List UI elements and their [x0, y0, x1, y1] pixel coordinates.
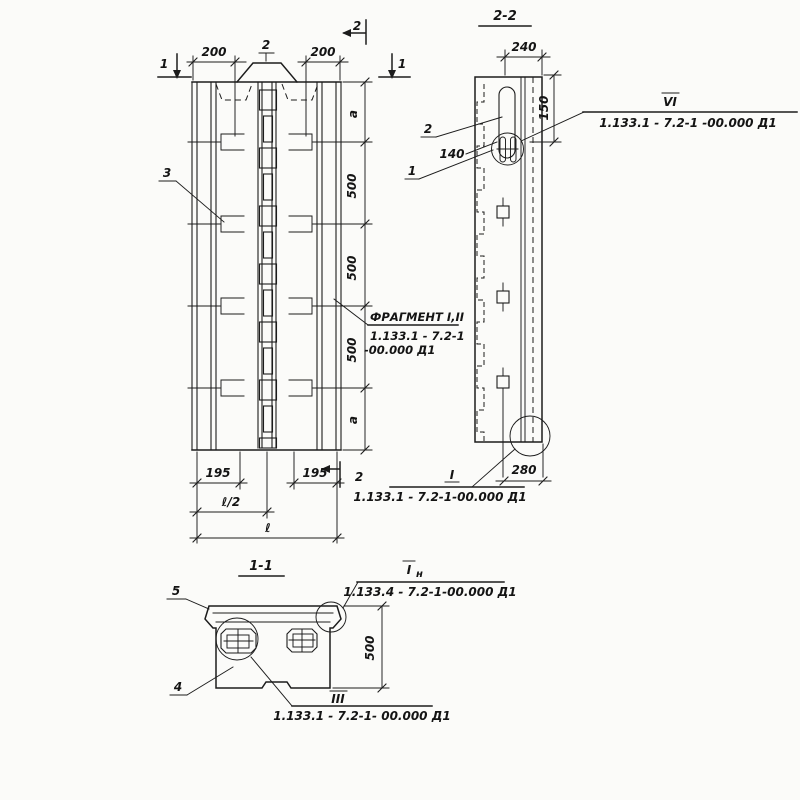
key-slot: [264, 406, 273, 432]
hidden-recess-left: [216, 84, 252, 100]
detail-vi-doc: 1.133.1 - 7.2-1 -00.000 Д1: [599, 116, 777, 130]
detail-circle-iii: [216, 618, 258, 660]
panel-left-strip: [192, 82, 216, 450]
recess-edge-lines: [235, 56, 306, 136]
key-slot: [264, 348, 273, 374]
section-2-2-view: [353, 9, 797, 504]
keyed-joint-hidden-zigzag: [477, 84, 484, 442]
detail-i-doc: 1.133.1 - 7.2-1-00.000 Д1: [353, 490, 527, 504]
item-2-label: 2: [423, 122, 433, 136]
dim-l-label: ℓ: [265, 521, 271, 535]
section-1-1-view: [167, 559, 517, 723]
section-silhouette: [205, 606, 341, 688]
fragment-doc-line1: 1.133.1 - 7.2-1: [370, 329, 465, 343]
detail-i-mark: I: [449, 468, 455, 482]
embed-plate: [497, 376, 509, 388]
lifting-slot: [499, 87, 515, 158]
cut-1-label: 1: [159, 57, 169, 71]
embed-plate: [497, 206, 509, 218]
dim-chain-vertical: [343, 78, 372, 454]
cut-mark-2-top: [342, 19, 366, 44]
fragment-doc-line2: -00.000 Д1: [364, 343, 436, 357]
detail-iii-doc: 1.133.1 - 7.2-1- 00.000 Д1: [273, 709, 451, 723]
item-2-callout-section: [421, 117, 502, 137]
fragment-title: ФРАГМЕНТ I,II: [370, 310, 465, 324]
cut-mark-1-left: [158, 54, 191, 79]
key-slot: [264, 290, 273, 316]
detail-vi-callout: [521, 93, 797, 141]
section-title-label: 2-2: [493, 9, 517, 24]
key-slot: [264, 116, 273, 142]
dim-500-label: 500: [363, 635, 377, 661]
detail-in-callout: [343, 561, 517, 608]
void-cross: [224, 630, 253, 652]
dim-500-label: 500: [345, 337, 359, 363]
dim-l-half-label: ℓ/2: [221, 495, 241, 509]
detail-iii-mark: III: [331, 692, 345, 706]
dim-500-label: 500: [345, 255, 359, 281]
dim-280-label: 280: [511, 463, 537, 477]
item-1-label: 1: [407, 164, 417, 178]
item-4-leader: [187, 667, 233, 695]
embed-plates: [497, 198, 509, 388]
item-3-leader: [176, 181, 224, 222]
embed-plate: [497, 291, 509, 303]
dim-140-label: 140: [439, 147, 465, 161]
detail-in-mark: I: [406, 563, 412, 577]
dim-500-label: 500: [345, 173, 359, 199]
detail-vi-leader: [521, 112, 584, 141]
detail-iii-callout: [251, 657, 451, 723]
dim-500-group-section11: [333, 602, 389, 692]
dim-extension-lines: [193, 56, 340, 80]
cut-2-label: 2: [352, 19, 362, 33]
far-face-lines: [521, 77, 525, 442]
dim-240-label: 240: [511, 40, 537, 54]
section-title-label: 1-1: [249, 559, 273, 574]
panel-right-strip: [317, 82, 341, 450]
key-slot: [264, 174, 273, 200]
detail-circle-i: [510, 416, 550, 456]
item-5-callout: [167, 584, 209, 609]
item-2-leader: [436, 117, 502, 137]
item-4-label: 4: [173, 680, 183, 694]
void-inner-rect: [293, 634, 313, 647]
section-2-2-title: [479, 9, 531, 26]
dim-a-top-label: a: [346, 109, 360, 119]
detail-vi-mark: VI: [663, 95, 677, 109]
dim-240-group: [497, 40, 550, 75]
cut-mark-1-right: [379, 54, 410, 79]
fragment-leader: [334, 299, 368, 325]
dim-150-label: 150: [537, 95, 551, 121]
item-3-label: 3: [162, 166, 172, 180]
item-5-label: 5: [171, 584, 181, 598]
dim-bottom-group: [190, 452, 344, 543]
detail-i-callout: [353, 449, 526, 504]
void-right: [287, 629, 317, 652]
section-1-1-title: [239, 559, 284, 576]
cut-2-label: 2: [354, 470, 364, 484]
lifting-recess-trapezoid: [237, 63, 297, 82]
dim-195-right-label: 195: [302, 466, 328, 480]
void-left: [221, 629, 256, 653]
item-2-callout: [259, 38, 274, 61]
cut-1-label: 1: [397, 57, 407, 71]
key-slot: [264, 232, 273, 258]
keyway-column-lines: [258, 82, 276, 448]
dim-195-left-label: 195: [205, 466, 231, 480]
cut-2-arrow: [342, 29, 351, 37]
elevation-view: [158, 19, 410, 543]
hidden-recess-right: [282, 84, 318, 100]
detail-in-doc: 1.133.4 - 7.2-1-00.000 Д1: [343, 585, 517, 599]
dim-a-bottom-label: a: [346, 415, 360, 425]
item-4-callout: [170, 667, 233, 695]
item-2-label: 2: [261, 38, 271, 52]
item-2-underline: [259, 53, 274, 61]
dim-200-right-label: 200: [310, 45, 336, 59]
detail-in-mark-sub: н: [416, 569, 423, 580]
dim-200-left-label: 200: [201, 45, 227, 59]
item-5-leader: [186, 599, 209, 609]
dim-140-leader: [466, 142, 497, 154]
flange-inner-lines: [213, 613, 333, 622]
